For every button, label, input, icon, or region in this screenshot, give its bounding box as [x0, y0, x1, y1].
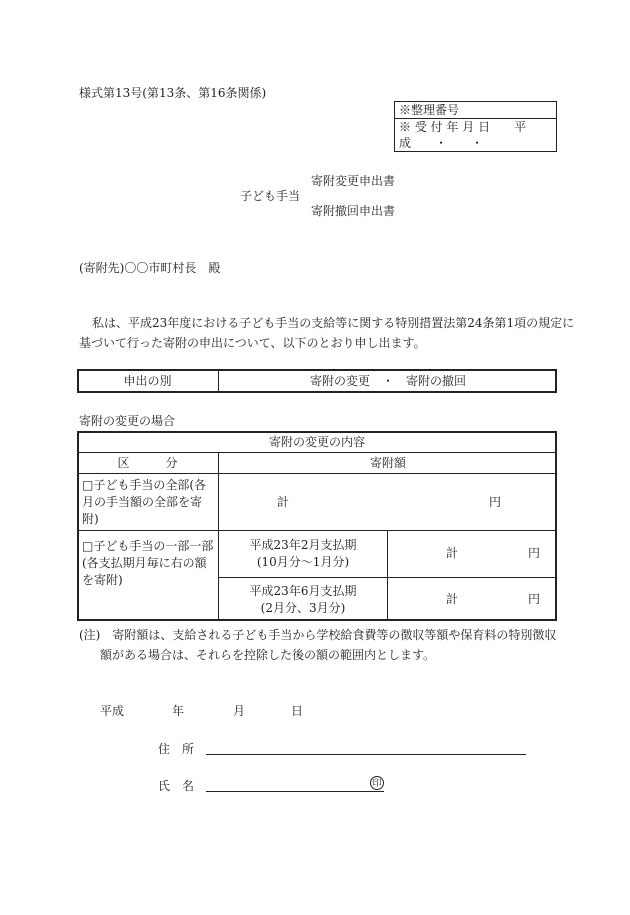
change-table-hline-2	[77, 473, 557, 474]
change-table-vline-2	[387, 530, 388, 621]
request-type-options[interactable]: 寄附の変更 ・ 寄附の撤回	[309, 374, 466, 388]
note-line1: (注) 寄附額は、支給される子ども手当から学校給食費等の徴収等額や保育料の特別徴収	[79, 628, 557, 642]
period1	[219, 537, 387, 571]
title-prefix: 子ども手当	[240, 189, 301, 203]
date-month-label: 月	[233, 704, 246, 718]
note-line2: 額がある場合は、それらを控除した後の額の範囲内とします。	[100, 648, 436, 662]
title-withdraw: 寄附撤回申出書	[311, 204, 396, 218]
period2-line1: 平成23年6月支払期	[249, 584, 357, 598]
change-table-header: 寄附の変更の内容	[268, 435, 365, 449]
admin-received-date-label: ※ 受 付 年 月 日 平	[399, 120, 527, 134]
form-number: 様式第13号(第13条、第16条関係)	[79, 86, 267, 100]
date-era: 平成	[100, 704, 125, 718]
partial-donation-checkbox[interactable]	[82, 538, 213, 589]
name-field[interactable]	[206, 791, 384, 792]
body-text-line1: 私は、平成23年度における子ども手当の支給等に関する特別措置法第24条第1項の規定に	[92, 316, 575, 330]
full-yen-unit: 円	[489, 495, 502, 509]
name-label: 氏 名	[158, 779, 195, 793]
period2-line2: (2月分、3月分)	[260, 601, 346, 615]
full-total-label: 計	[277, 495, 290, 509]
request-type-label: 申出の別	[123, 374, 172, 388]
admin-number-label: ※整理番号	[399, 103, 460, 117]
change-section-label: 寄附の変更の場合	[79, 414, 176, 428]
full-donation-label-line2: 月の手当額の全部を寄	[82, 495, 203, 509]
address-label: 住 所	[158, 742, 195, 756]
category-column-header: 区 分	[117, 456, 178, 470]
amount-column-header: 寄附額	[369, 456, 406, 470]
title-change: 寄附変更申出書	[311, 174, 396, 188]
date-year-label: 年	[172, 704, 185, 718]
full-donation-label-line3: 附)	[82, 512, 99, 526]
partial-donation-label-line2: (各支払期月毎に右の額	[82, 556, 207, 570]
period1-line1: 平成23年2月支払期	[249, 538, 357, 552]
full-donation-label-line1: □子ども手当の全部(各	[82, 478, 207, 492]
partial-donation-label-line1: □子ども手当の一部一部	[82, 539, 214, 553]
full-donation-checkbox[interactable]	[82, 477, 206, 528]
seal-mark: 印	[370, 776, 384, 790]
period2-total-label: 計	[446, 592, 459, 606]
admin-received-date-value: 成 ・ ・	[399, 136, 484, 150]
date-day-label: 日	[291, 704, 304, 718]
period1-yen-unit: 円	[528, 546, 541, 560]
period2-yen-unit: 円	[528, 592, 541, 606]
change-table-hline-1	[77, 452, 557, 453]
addressee: (寄附先)〇〇市町村長 殿	[79, 261, 221, 275]
address-field[interactable]	[206, 754, 526, 755]
body-text-line2: 基づいて行った寄附の申出について、以下のとおり申し出ます。	[79, 336, 426, 350]
period2	[219, 583, 387, 617]
change-table-hline-3	[77, 530, 557, 531]
period1-total-label: 計	[446, 546, 459, 560]
period1-line2: (10月分〜1月分)	[256, 555, 350, 569]
partial-donation-label-line3: を寄附)	[82, 573, 123, 587]
